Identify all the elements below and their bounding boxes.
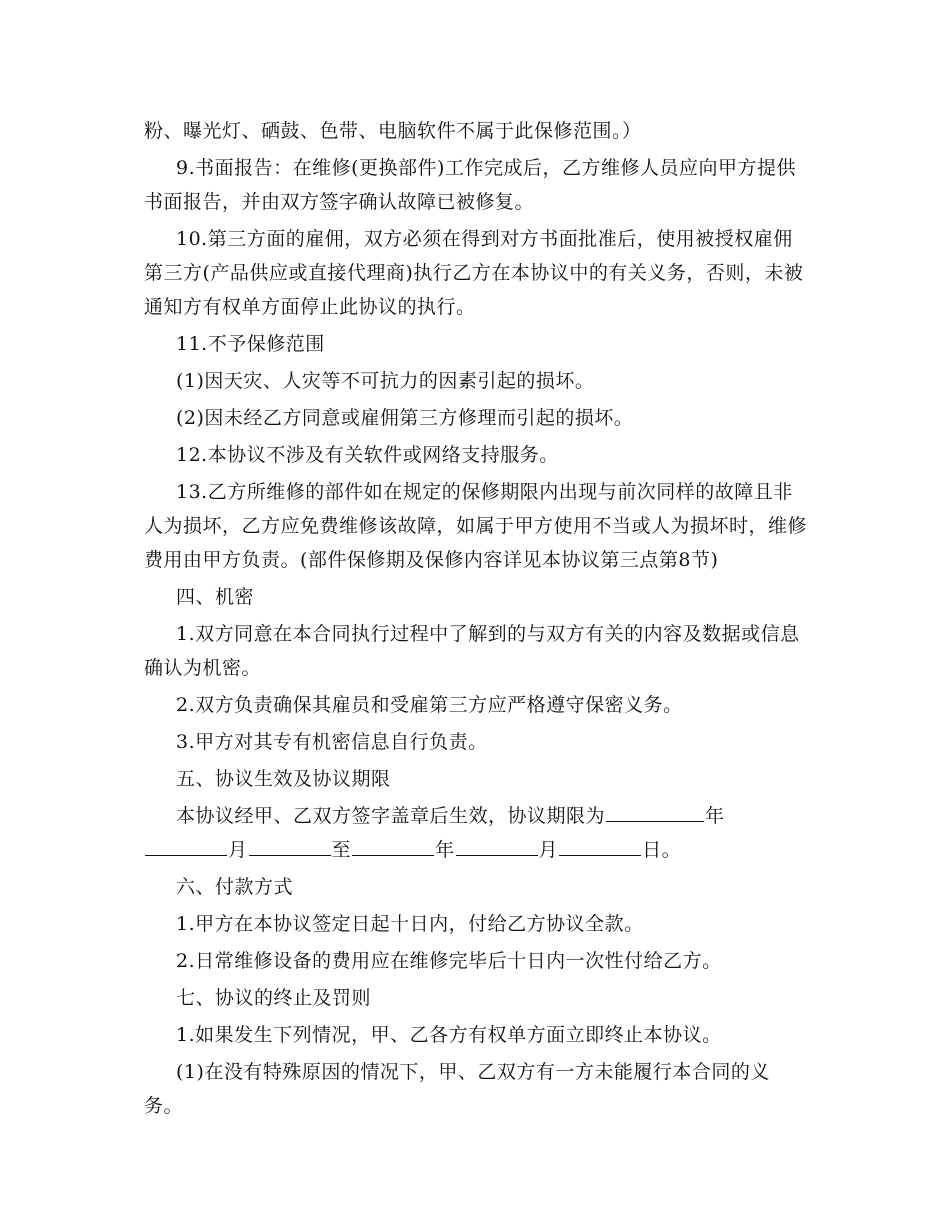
blank-end-day[interactable] xyxy=(559,835,641,856)
paragraph-proprietary-info: 3.甲方对其专有机密信息自行负责。 xyxy=(176,731,488,753)
paragraph-software-exclusion: 12.本协议不涉及有关软件或网络支持服务。 xyxy=(176,444,559,466)
paragraph-warranty-exclusion-tail: 粉、曝光灯、硒鼓、色带、电脑软件不属于此保修范围。） xyxy=(144,120,642,142)
paragraph-employee-secrecy: 2.双方负责确保其雇员和受雇第三方应严格遵守保密义务。 xyxy=(176,694,683,716)
document-body xyxy=(144,114,808,1126)
blank-end-year[interactable] xyxy=(352,835,434,856)
blank-start-year[interactable] xyxy=(606,801,704,822)
paragraph-written-report: 9.书面报告：在维修(更换部件)工作完成后，乙方维修人员应向甲方提供书面报告，并由双方签字确认故障已被修复。 xyxy=(144,157,796,213)
heading-effective-term: 五、协议生效及协议期限 xyxy=(176,768,391,790)
term-month-label-2: 月 xyxy=(538,839,559,861)
heading-payment-method: 六、付款方式 xyxy=(176,876,294,898)
heading-non-warranty-scope: 11.不予保修范围 xyxy=(176,333,325,355)
paragraph-repeat-fault: 13.乙方所维修的部件如在规定的保修期限内出现与前次同样的故障且非人为损坏，乙方应免费维修该故障，如属于甲方使用不当或人为损坏时，维修费用由甲方负责。(部件保修期及保修内容详见本协议第三点第8节) xyxy=(144,481,808,571)
blank-start-month[interactable] xyxy=(145,835,227,856)
term-month-label-1: 月 xyxy=(228,839,248,861)
blank-end-month[interactable] xyxy=(456,835,538,856)
term-year-label-1: 年 xyxy=(705,805,725,827)
heading-confidentiality: 四、机密 xyxy=(176,586,255,608)
paragraph-third-party-employment: 10.第三方面的雇佣，双方必须在得到对方书面批准后，使用被授权雇佣第三方(产品供应或直接代理商)执行乙方在本协议中的有关义务，否则，未被通知方有权单方面停止此协议的执行。 xyxy=(144,228,804,318)
blank-start-day[interactable] xyxy=(249,835,331,856)
paragraph-obligation-failure: (1)在没有特殊原因的情况下，甲、乙双方有一方未能履行本合同的义务。 xyxy=(144,1061,770,1117)
paragraph-termination-conditions: 1.如果发生下列情况，甲、乙各方有权单方面立即终止本协议。 xyxy=(176,1024,722,1046)
paragraph-confidential-info: 1.双方同意在本合同执行过程中了解到的与双方有关的内容及数据或信息确认为机密。 xyxy=(144,623,800,679)
heading-termination-penalty: 七、协议的终止及罚则 xyxy=(176,987,372,1009)
term-to-label: 至 xyxy=(331,839,352,861)
paragraph-full-payment: 1.甲方在本协议签定日起十日内，付给乙方协议全款。 xyxy=(176,913,644,935)
paragraph-repair-fee: 2.日常维修设备的费用应在维修完毕后十日内一次性付给乙方。 xyxy=(176,950,722,972)
paragraph-unauthorized-repair: (2)因未经乙方同意或雇佣第三方修理而引起的损坏。 xyxy=(176,407,634,429)
term-year-label-2: 年 xyxy=(435,839,455,861)
paragraph-term-clause xyxy=(144,799,808,867)
paragraph-force-majeure: (1)因天灾、人灾等不可抗力的因素引起的损坏。 xyxy=(176,370,595,392)
term-day-label-2: 日。 xyxy=(642,839,682,861)
term-lead-text: 本协议经甲、乙双方签字盖章后生效，协议期限为 xyxy=(176,805,606,827)
